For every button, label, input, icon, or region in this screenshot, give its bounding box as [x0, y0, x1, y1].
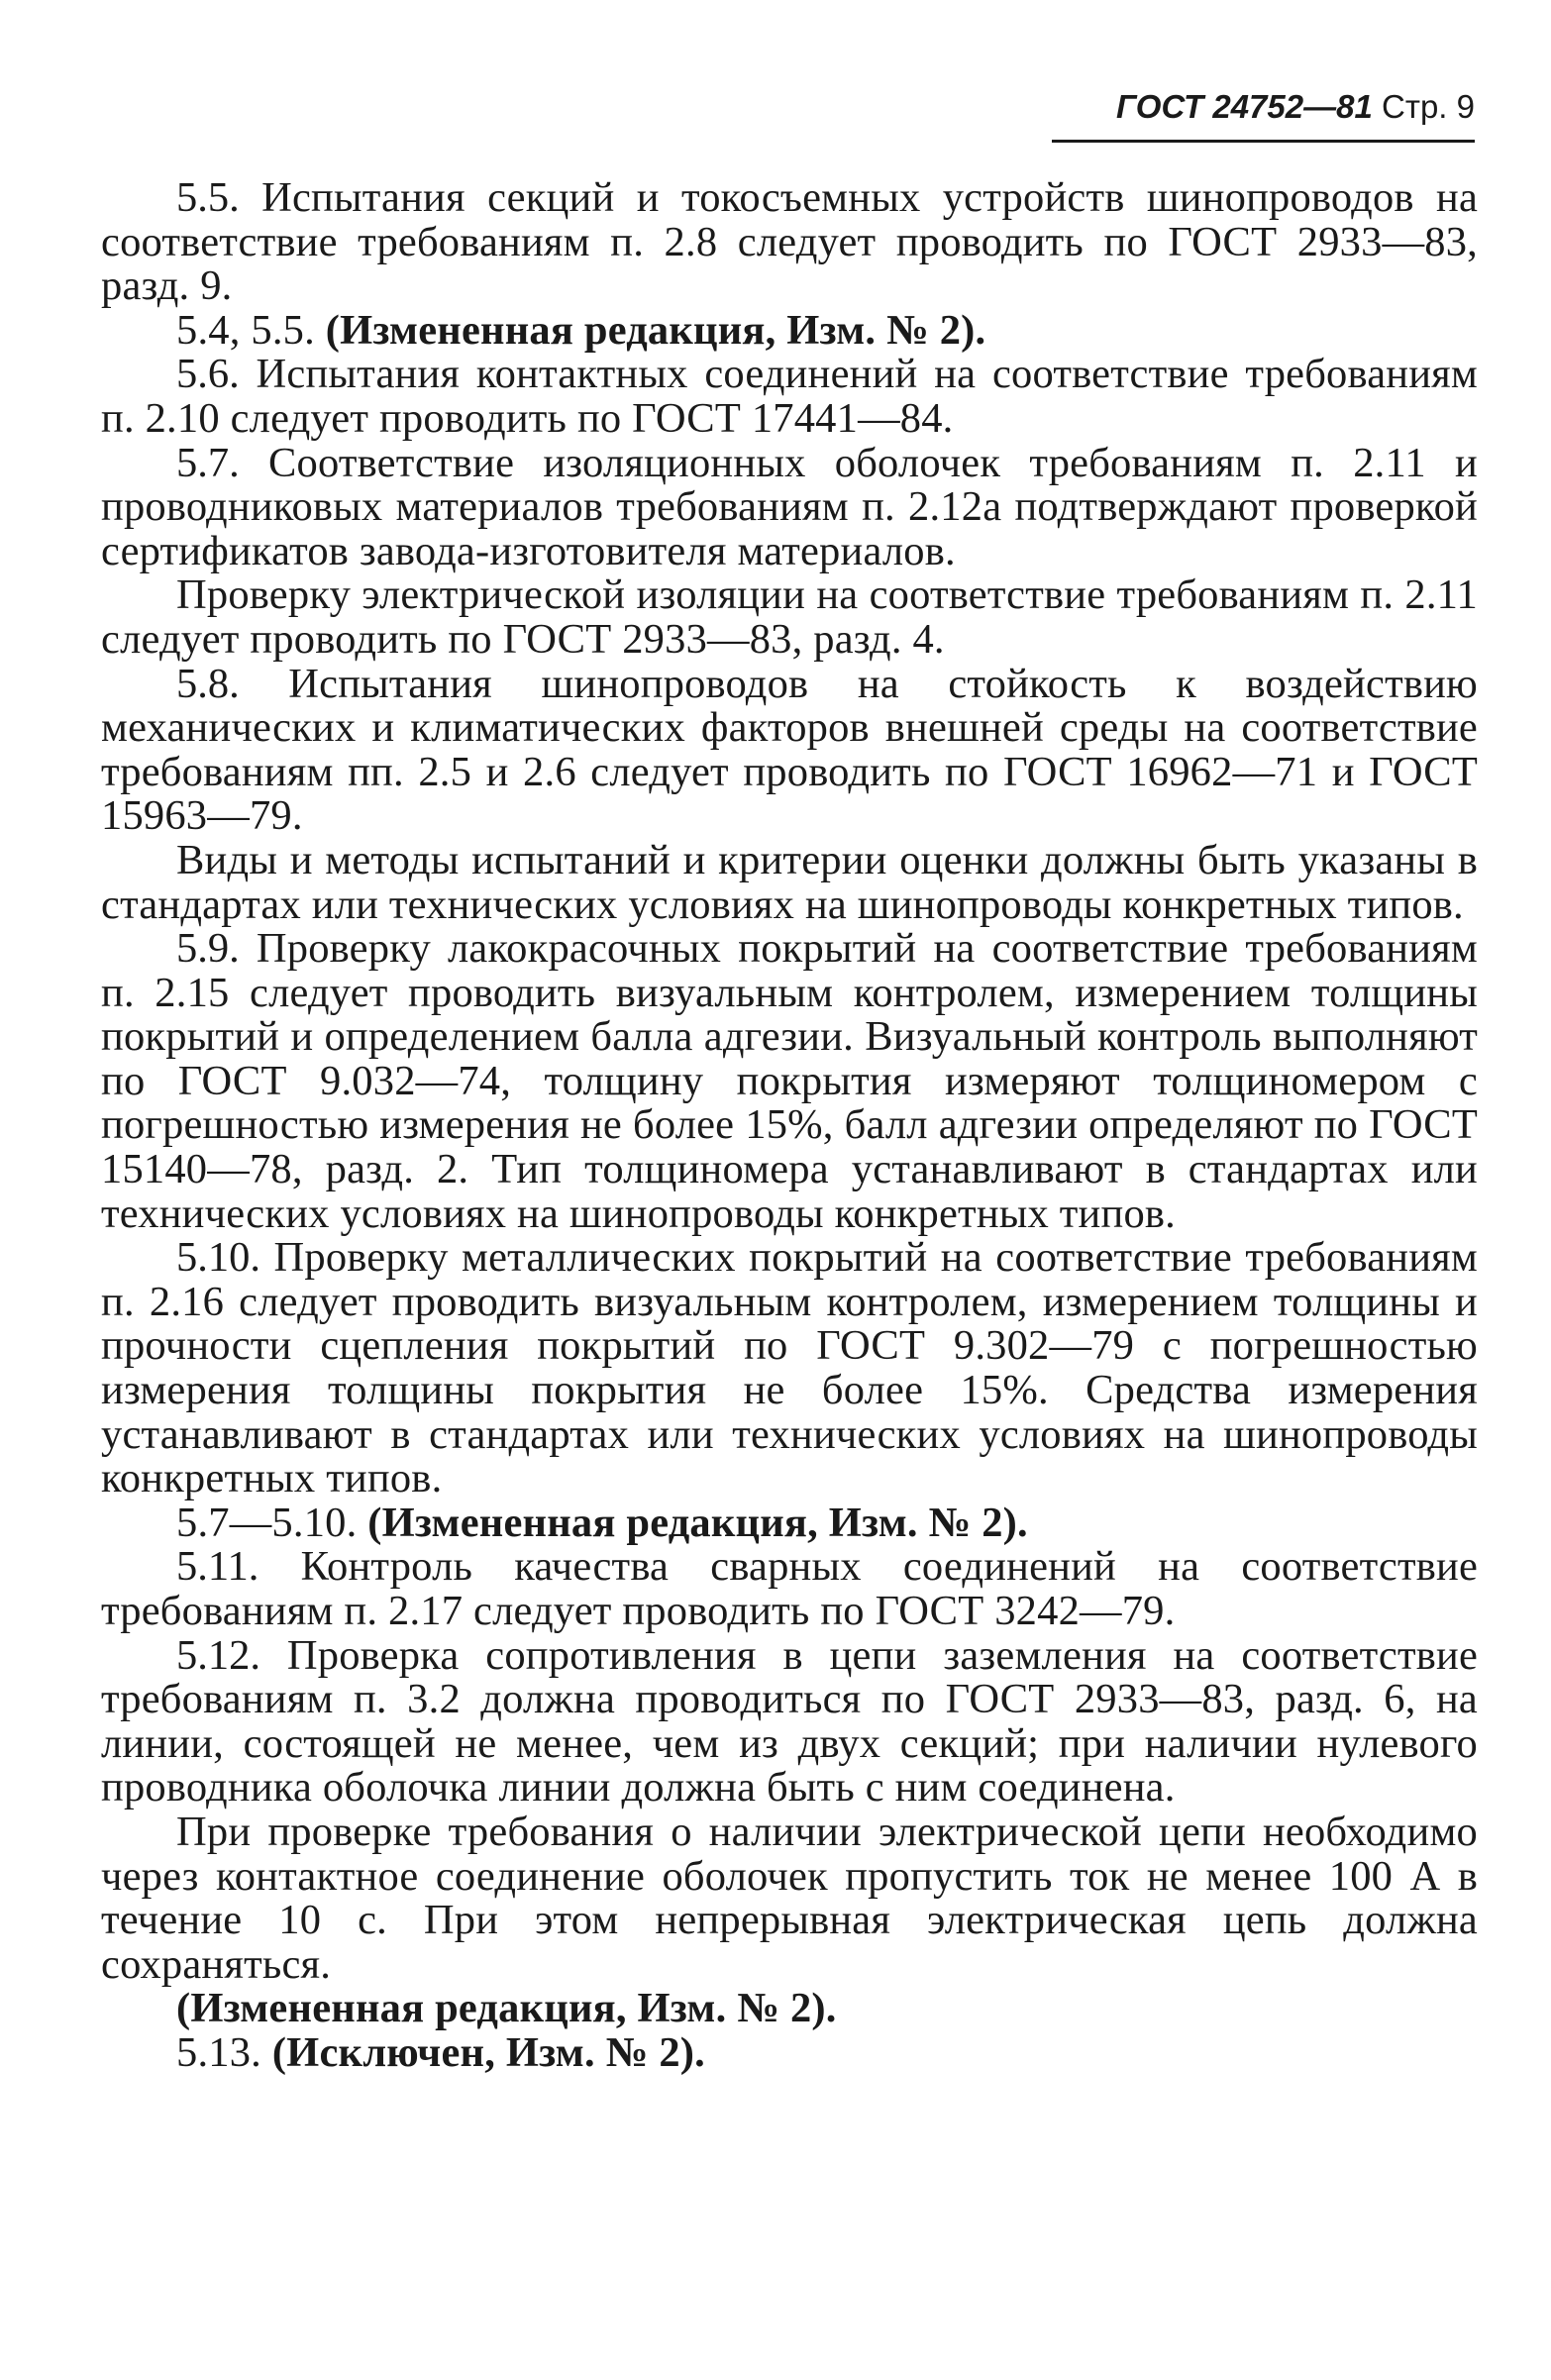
amendment-clauses: 5.7—5.10. [176, 1499, 358, 1546]
paragraph-5-10 [101, 1236, 1478, 1501]
amendment-text: (Измененная редакция, Изм. № 2). [176, 1985, 837, 2032]
amendment-note-5-12 [101, 1987, 1478, 2031]
paragraph-number: 5.11. [176, 1543, 259, 1591]
paragraph-5-9 [101, 927, 1478, 1236]
paragraph-5-13 [101, 2028, 1478, 2076]
paragraph-5-12-continued [101, 1808, 1478, 1988]
document-body [101, 176, 1478, 2076]
paragraph-5-5 [101, 176, 1478, 309]
paragraph-number: 5.7. [176, 439, 240, 486]
paragraph-5-7 [101, 439, 1478, 574]
paragraph-text: Контроль качества сварных соединений на соответствие требованиям п. 2.17 следует проводить по ГОСТ 3242—79. [101, 1543, 1479, 1634]
paragraph-number: 5.10. [176, 1234, 260, 1282]
paragraph-5-6 [101, 353, 1478, 441]
amendment-note-5-4-5-5 [101, 306, 1478, 354]
page-header [1052, 87, 1475, 143]
paragraph-text: Испытания секций и токосъемных устройств шинопроводов на соответствие требованиям п. 2.8 следует проводить по ГОСТ 2933—83, разд. 9. [101, 174, 1479, 310]
amendment-text: (Измененная редакция, Изм. № 2). [367, 1499, 1028, 1546]
paragraph-text: Испытания контактных соединений на соответствие требованиям п. 2.10 следует проводить по ГОСТ 17441—84. [101, 351, 1478, 442]
paragraph-5-7-continued [101, 573, 1478, 662]
header-page: Стр. 9 [1382, 88, 1475, 125]
paragraph-text: Проверку лакокрасочных покрытий на соответствие требованиям п. 2.15 следует проводить визуальным контролем, измерением толщины покрытий и определением балла адгезии. Визуальный контроль выполняют по ГОСТ 9.032—74, толщину покрытия измеряют толщиномером с погрешностью измерения не более 15%, балл адгезии определяют по ГОСТ 15140—78, разд. 2. Тип толщиномера устанавливают в стандартах или технических условиях на шинопроводы конкретных типов. [101, 925, 1478, 1237]
paragraph-text: Соответствие изоляционных оболочек требованиям п. 2.11 и проводниковых материалов требованиям п. 2.12а подтверждают проверкой сертификатов завода-изготовителя материалов. [101, 439, 1478, 574]
paragraph-number: 5.9. [176, 925, 240, 973]
paragraph-text: Испытания шинопроводов на стойкость к воздействию механических и климатических факторов внешней среды на соответствие требованиям пп. 2.5 и 2.6 следует проводить по ГОСТ 16962—71 и ГОСТ 15963—79. [101, 660, 1479, 840]
paragraph-5-8 [101, 660, 1479, 840]
paragraph-number: 5.5. [176, 174, 240, 221]
amendment-clauses: 5.4, 5.5. [176, 306, 315, 354]
paragraph-number: 5.12. [176, 1631, 260, 1679]
paragraph-5-8-continued [101, 836, 1478, 928]
exclusion-text: (Исключен, Изм. № 2). [271, 2028, 705, 2076]
header-rule [1052, 140, 1475, 143]
paragraph-5-11 [101, 1545, 1478, 1633]
header-standard: ГОСТ 24752—81 [1115, 88, 1373, 125]
amendment-note-5-7-5-10 [101, 1501, 1478, 1546]
paragraph-text: Проверку электрической изоляции на соответствие требованиям п. 2.11 следует проводить по ГОСТ 2933—83, разд. 4. [101, 571, 1478, 663]
header-text [1116, 87, 1475, 127]
paragraph-number: 5.8. [176, 660, 240, 707]
paragraph-number: 5.13. [176, 2028, 261, 2076]
paragraph-text: При проверке требования о наличии электрической цепи необходимо через контактное соединение оболочек пропустить ток не менее 100 А в течение 10 с. При этом непрерывная электрическая цепь должна сохраняться. [101, 1808, 1478, 1988]
paragraph-5-12 [101, 1631, 1479, 1811]
paragraph-text: Проверка сопротивления в цепи заземления на соответствие требованиям п. 3.2 должна проводиться по ГОСТ 2933—83, разд. 6, на линии, состоящей не менее, чем из двух секций; при наличии нулевого проводника оболочка линии должна быть с ним соединена. [101, 1631, 1479, 1811]
paragraph-text: Виды и методы испытаний и критерии оценки должны быть указаны в стандартах или технических условиях на шинопроводы конкретных типов. [101, 836, 1478, 928]
amendment-text: (Измененная редакция, Изм. № 2). [325, 306, 986, 354]
paragraph-text: Проверку металлических покрытий на соответствие требованиям п. 2.16 следует проводить визуальным контролем, измерением толщины и прочности сцепления покрытий по ГОСТ 9.302—79 с погрешностью измерения толщины покрытия не более 15%. Средства измерения устанавливают в стандартах или технических условиях на шинопроводы конкретных типов. [101, 1234, 1478, 1502]
paragraph-number: 5.6. [176, 351, 240, 398]
